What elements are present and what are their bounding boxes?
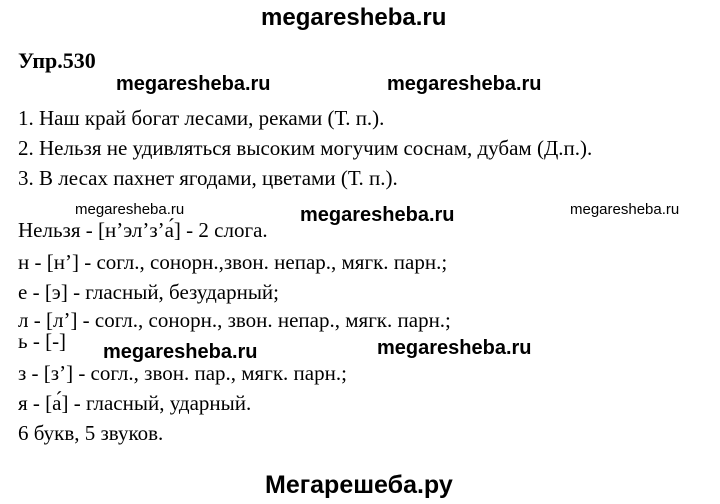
sentence-3: 3. В лесах пахнет ягодами, цветами (Т. п.). [18, 166, 398, 190]
analysis-line-4: л - [л’] - согл., сонорн., звон. непар., мягк. парн.; [18, 308, 451, 332]
sentence-2: 2. Нельзя не удивляться высоким могучим соснам, дубам (Д.п.). [18, 136, 593, 160]
watermark: megaresheba.ru [300, 204, 455, 226]
analysis-line-1: Нельзя - [н’эл’з’а́] - 2 слога. [18, 218, 268, 242]
analysis-line-8: 6 букв, 5 звуков. [18, 421, 164, 445]
exercise-title: Упр.530 [18, 48, 96, 73]
analysis-line-3: е - [э] - гласный, безударный; [18, 280, 280, 304]
watermark: megaresheba.ru [116, 73, 271, 95]
analysis-line-2: н - [н’] - согл., сонорн.,звон. непар., мягк. парн.; [18, 250, 448, 274]
footer-watermark: Мегарешеба.ру [265, 471, 453, 499]
watermark: megaresheba.ru [103, 341, 258, 363]
header-watermark: megaresheba.ru [261, 4, 447, 31]
watermark: megaresheba.ru [75, 201, 185, 218]
analysis-line-6: з - [з’] - согл., звон. пар., мягк. парн.; [18, 361, 347, 385]
watermark: megaresheba.ru [570, 201, 680, 218]
sentence-1: 1. Наш край богат лесами, реками (Т. п.). [18, 106, 385, 130]
watermark: megaresheba.ru [387, 73, 542, 95]
analysis-line-7: я - [а́] - гласный, ударный. [18, 391, 252, 415]
watermark: megaresheba.ru [377, 337, 532, 359]
analysis-line-5: ь - [-] [18, 329, 67, 353]
